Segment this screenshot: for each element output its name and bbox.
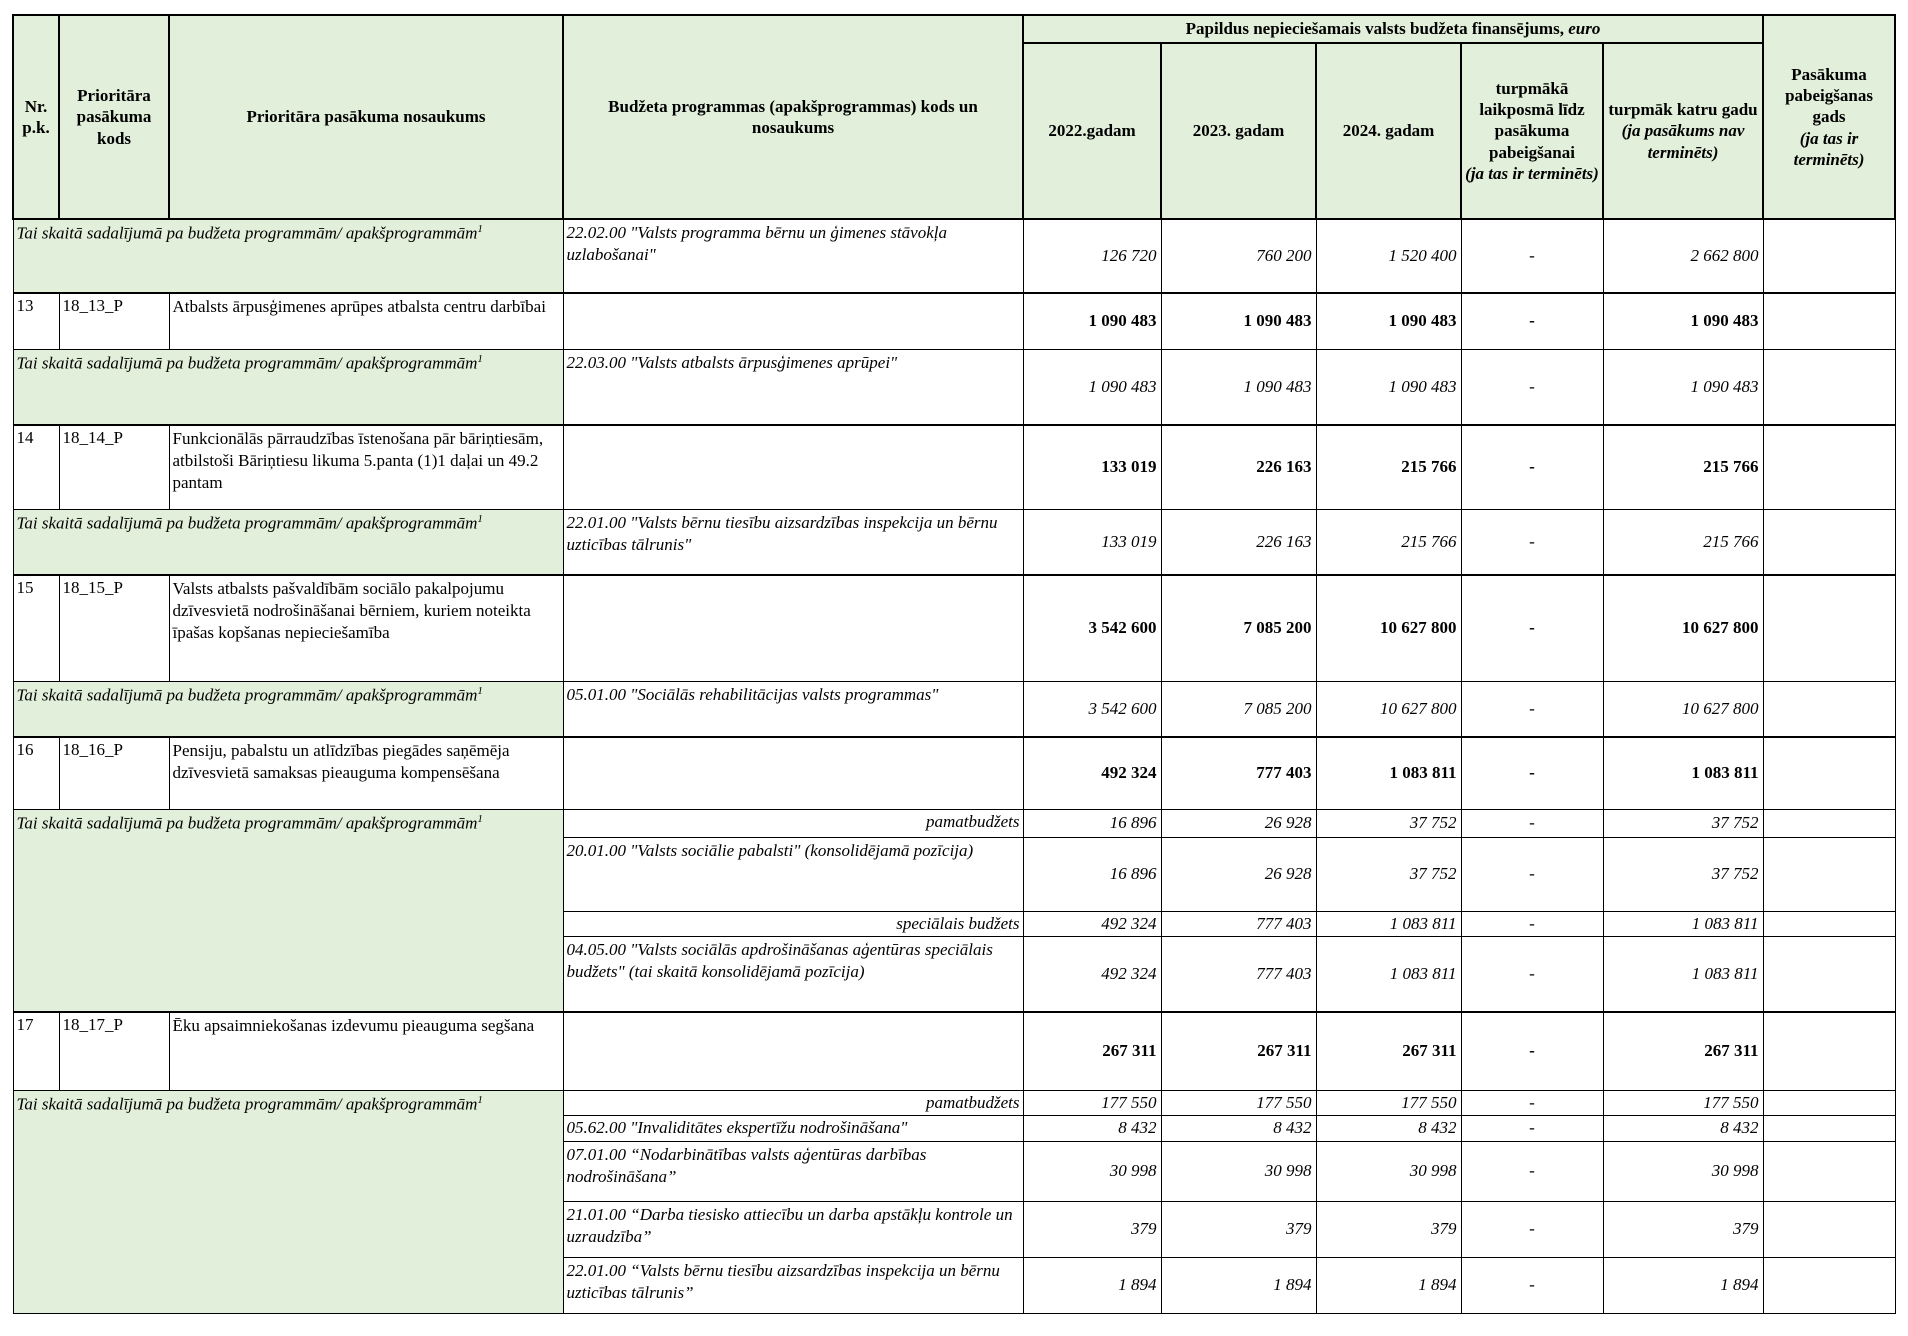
value-2024: 1 894 — [1316, 1257, 1461, 1313]
value-until-end: - — [1461, 575, 1603, 681]
table-row — [13, 349, 1895, 425]
value-until-end: - — [1461, 681, 1603, 737]
value-2023: 760 200 — [1161, 219, 1316, 293]
value-2022: 133 019 — [1023, 425, 1161, 509]
value-2024: 215 766 — [1316, 509, 1461, 575]
value-until-end: - — [1461, 425, 1603, 509]
row-nr: 14 — [13, 425, 59, 509]
row-nr: 15 — [13, 575, 59, 681]
value-2024: 1 083 811 — [1316, 936, 1461, 1012]
value-end-year — [1763, 293, 1895, 349]
program-cell: 21.01.00 “Darba tiesisko attiecību un darba apstākļu kontrole un uzraudzība” — [563, 1201, 1023, 1257]
value-until-end: - — [1461, 936, 1603, 1012]
value-until-end: - — [1461, 1012, 1603, 1090]
value-end-year — [1763, 936, 1895, 1012]
table-row — [13, 425, 1895, 509]
value-2023: 1 090 483 — [1161, 349, 1316, 425]
table-row — [13, 809, 1895, 837]
value-until-end: - — [1461, 1141, 1603, 1201]
value-until-end: - — [1461, 293, 1603, 349]
value-2023: 777 403 — [1161, 911, 1316, 936]
value-2022: 1 090 483 — [1023, 349, 1161, 425]
header-funding-label: Papildus nepieciešamais valsts budžeta finansējums, — [1185, 19, 1564, 39]
row-code: 18_14_P — [59, 425, 169, 509]
header-funding-unit: euro — [1568, 19, 1601, 39]
header-until-end-label: turpmākā laikposmā līdz pasākuma pabeigšanai — [1479, 78, 1585, 162]
breakdown-label: Tai skaitā sadalījumā pa budžeta programmām/ apakšprogrammām$^1$ — [13, 509, 563, 575]
row-name: Pensiju, pabalstu un atlīdzības piegādes saņēmēja dzīvesvietā samaksas pieauguma kompensēšana — [169, 737, 563, 809]
value-2024: 1 083 811 — [1316, 911, 1461, 936]
value-end-year — [1763, 349, 1895, 425]
table-row — [13, 1012, 1895, 1090]
value-2023: 26 928 — [1161, 809, 1316, 837]
value-2023: 777 403 — [1161, 737, 1316, 809]
program-cell — [563, 293, 1023, 349]
value-end-year — [1763, 737, 1895, 809]
value-each-year: 37 752 — [1603, 837, 1763, 911]
program-cell: 04.05.00 "Valsts sociālās apdrošināšanas aģentūras speciālais budžets" (tai skaitā konsolidējamā pozīcija) — [563, 936, 1023, 1012]
row-code: 18_17_P — [59, 1012, 169, 1090]
value-2023: 267 311 — [1161, 1012, 1316, 1090]
program-cell — [563, 737, 1023, 809]
value-2024: 37 752 — [1316, 809, 1461, 837]
table-row — [13, 575, 1895, 681]
value-2023: 8 432 — [1161, 1115, 1316, 1141]
breakdown-label: Tai skaitā sadalījumā pa budžeta programmām/ apakšprogrammām$^1$ — [13, 1090, 563, 1313]
value-end-year — [1763, 1141, 1895, 1201]
value-2022: 8 432 — [1023, 1115, 1161, 1141]
value-each-year: 1 083 811 — [1603, 737, 1763, 809]
value-2023: 7 085 200 — [1161, 681, 1316, 737]
row-code: 18_16_P — [59, 737, 169, 809]
value-until-end: - — [1461, 809, 1603, 837]
value-2022: 492 324 — [1023, 737, 1161, 809]
table-row — [13, 219, 1895, 293]
value-2024: 8 432 — [1316, 1115, 1461, 1141]
value-end-year — [1763, 911, 1895, 936]
table-row — [13, 509, 1895, 575]
header-until-end — [1461, 43, 1603, 219]
header-nr: Nr. p.k. — [13, 15, 59, 219]
value-end-year — [1763, 809, 1895, 837]
value-each-year: 267 311 — [1603, 1012, 1763, 1090]
value-end-year — [1763, 837, 1895, 911]
value-2024: 267 311 — [1316, 1012, 1461, 1090]
program-cell — [563, 425, 1023, 509]
program-cell — [563, 575, 1023, 681]
value-2023: 26 928 — [1161, 837, 1316, 911]
value-until-end: - — [1461, 911, 1603, 936]
value-end-year — [1763, 219, 1895, 293]
row-name: Atbalsts ārpusģimenes aprūpes atbalsta centru darbībai — [169, 293, 563, 349]
value-end-year — [1763, 575, 1895, 681]
row-name: Funkcionālās pārraudzības īstenošana pār bāriņtiesām, atbilstoši Bāriņtiesu likuma 5.panta (1)1 daļai un 49.2 pantam — [169, 425, 563, 509]
value-each-year: 1 083 811 — [1603, 911, 1763, 936]
row-name: Ēku apsaimniekošanas izdevumu pieauguma segšana — [169, 1012, 563, 1090]
header-program: Budžeta programmas (apakšprogrammas) kods un nosaukums — [563, 15, 1023, 219]
value-until-end: - — [1461, 837, 1603, 911]
program-cell: 05.62.00 "Invaliditātes ekspertīžu nodrošināšana" — [563, 1115, 1023, 1141]
value-2023: 1 090 483 — [1161, 293, 1316, 349]
row-code: 18_15_P — [59, 575, 169, 681]
table-row — [13, 681, 1895, 737]
budget-table — [12, 14, 1896, 1314]
value-each-year: 177 550 — [1603, 1090, 1763, 1115]
value-2022: 30 998 — [1023, 1141, 1161, 1201]
value-2022: 379 — [1023, 1201, 1161, 1257]
value-each-year: 10 627 800 — [1603, 681, 1763, 737]
header-2023: 2023. gadam — [1161, 43, 1316, 219]
program-cell — [563, 1012, 1023, 1090]
value-2024: 1 090 483 — [1316, 349, 1461, 425]
header-2022: 2022.gadam — [1023, 43, 1161, 219]
value-2022: 126 720 — [1023, 219, 1161, 293]
value-2022: 3 542 600 — [1023, 681, 1161, 737]
program-cell: 07.01.00 “Nodarbinātības valsts aģentūras darbības nodrošināšana” — [563, 1141, 1023, 1201]
value-2022: 16 896 — [1023, 809, 1161, 837]
value-until-end: - — [1461, 509, 1603, 575]
value-2022: 1 894 — [1023, 1257, 1161, 1313]
value-2024: 37 752 — [1316, 837, 1461, 911]
value-each-year: 8 432 — [1603, 1115, 1763, 1141]
value-2024: 1 083 811 — [1316, 737, 1461, 809]
value-2022: 492 324 — [1023, 936, 1161, 1012]
value-each-year: 10 627 800 — [1603, 575, 1763, 681]
program-cell: pamatbudžets — [563, 809, 1023, 837]
value-2023: 226 163 — [1161, 425, 1316, 509]
value-2023: 1 894 — [1161, 1257, 1316, 1313]
table-row — [13, 737, 1895, 809]
header-until-end-note: (ja tas ir terminēts) — [1465, 163, 1599, 183]
value-2024: 177 550 — [1316, 1090, 1461, 1115]
value-end-year — [1763, 1012, 1895, 1090]
value-end-year — [1763, 1257, 1895, 1313]
program-cell: 22.03.00 "Valsts atbalsts ārpusģimenes aprūpei" — [563, 349, 1023, 425]
value-2022: 133 019 — [1023, 509, 1161, 575]
value-end-year — [1763, 509, 1895, 575]
header-each-year — [1603, 43, 1763, 219]
row-nr: 13 — [13, 293, 59, 349]
header-end-year-label: Pasākuma pabeigšanas gads — [1785, 64, 1873, 127]
value-end-year — [1763, 425, 1895, 509]
value-2022: 177 550 — [1023, 1090, 1161, 1115]
value-each-year: 1 083 811 — [1603, 936, 1763, 1012]
breakdown-label: Tai skaitā sadalījumā pa budžeta programmām/ apakšprogrammām$^1$ — [13, 809, 563, 1012]
header-funding-group — [1023, 15, 1763, 43]
value-2023: 30 998 — [1161, 1141, 1316, 1201]
row-name: Valsts atbalsts pašvaldībām sociālo pakalpojumu dzīvesvietā nodrošināšanai bērniem, kuriem noteikta īpašas kopšanas nepieciešamība — [169, 575, 563, 681]
value-each-year: 37 752 — [1603, 809, 1763, 837]
value-2023: 777 403 — [1161, 936, 1316, 1012]
value-until-end: - — [1461, 219, 1603, 293]
value-2024: 30 998 — [1316, 1141, 1461, 1201]
breakdown-label: Tai skaitā sadalījumā pa budžeta programmām/ apakšprogrammām$^1$ — [13, 219, 563, 293]
value-each-year: 215 766 — [1603, 425, 1763, 509]
value-until-end: - — [1461, 1090, 1603, 1115]
header-end-year-note: (ja tas ir terminēts) — [1793, 128, 1865, 169]
value-2022: 267 311 — [1023, 1012, 1161, 1090]
breakdown-label: Tai skaitā sadalījumā pa budžeta programmām/ apakšprogrammām$^1$ — [13, 681, 563, 737]
value-2023: 7 085 200 — [1161, 575, 1316, 681]
program-cell: 22.01.00 “Valsts bērnu tiesību aizsardzības inspekcija un bērnu uzticības tālrunis” — [563, 1257, 1023, 1313]
program-cell: 05.01.00 "Sociālās rehabilitācijas valsts programmas" — [563, 681, 1023, 737]
value-2022: 16 896 — [1023, 837, 1161, 911]
value-2024: 379 — [1316, 1201, 1461, 1257]
header-each-year-note: (ja pasākums nav terminēts) — [1621, 121, 1745, 162]
header-each-year-label: turpmāk katru gadu — [1608, 100, 1758, 120]
value-2024: 10 627 800 — [1316, 681, 1461, 737]
value-each-year: 2 662 800 — [1603, 219, 1763, 293]
value-end-year — [1763, 1115, 1895, 1141]
value-each-year: 30 998 — [1603, 1141, 1763, 1201]
header-code: Prioritāra pasākuma kods — [59, 15, 169, 219]
value-each-year: 379 — [1603, 1201, 1763, 1257]
value-2024: 215 766 — [1316, 425, 1461, 509]
value-2024: 1 520 400 — [1316, 219, 1461, 293]
header-name: Prioritāra pasākuma nosaukums — [169, 15, 563, 219]
value-until-end: - — [1461, 349, 1603, 425]
table-row — [13, 1090, 1895, 1115]
value-each-year: 1 090 483 — [1603, 349, 1763, 425]
breakdown-label: Tai skaitā sadalījumā pa budžeta programmām/ apakšprogrammām$^1$ — [13, 349, 563, 425]
value-until-end: - — [1461, 1257, 1603, 1313]
value-2024: 1 090 483 — [1316, 293, 1461, 349]
value-until-end: - — [1461, 737, 1603, 809]
value-2022: 3 542 600 — [1023, 575, 1161, 681]
value-end-year — [1763, 1090, 1895, 1115]
header-2024: 2024. gadam — [1316, 43, 1461, 219]
value-each-year: 1 090 483 — [1603, 293, 1763, 349]
program-cell: 20.01.00 "Valsts sociālie pabalsti" (konsolidējamā pozīcija) — [563, 837, 1023, 911]
header-end-year — [1763, 15, 1895, 219]
value-2022: 492 324 — [1023, 911, 1161, 936]
value-2023: 226 163 — [1161, 509, 1316, 575]
row-code: 18_13_P — [59, 293, 169, 349]
value-end-year — [1763, 681, 1895, 737]
program-cell: 22.02.00 "Valsts programma bērnu un ģimenes stāvokļa uzlabošanai" — [563, 219, 1023, 293]
row-nr: 16 — [13, 737, 59, 809]
value-until-end: - — [1461, 1201, 1603, 1257]
value-2022: 1 090 483 — [1023, 293, 1161, 349]
value-end-year — [1763, 1201, 1895, 1257]
value-until-end: - — [1461, 1115, 1603, 1141]
program-cell: pamatbudžets — [563, 1090, 1023, 1115]
program-cell: speciālais budžets — [563, 911, 1023, 936]
value-2024: 10 627 800 — [1316, 575, 1461, 681]
row-nr: 17 — [13, 1012, 59, 1090]
value-each-year: 215 766 — [1603, 509, 1763, 575]
value-2023: 379 — [1161, 1201, 1316, 1257]
program-cell: 22.01.00 "Valsts bērnu tiesību aizsardzības inspekcija un bērnu uzticības tālrunis" — [563, 509, 1023, 575]
value-2023: 177 550 — [1161, 1090, 1316, 1115]
table-row — [13, 293, 1895, 349]
document-page — [12, 14, 1896, 1314]
value-each-year: 1 894 — [1603, 1257, 1763, 1313]
